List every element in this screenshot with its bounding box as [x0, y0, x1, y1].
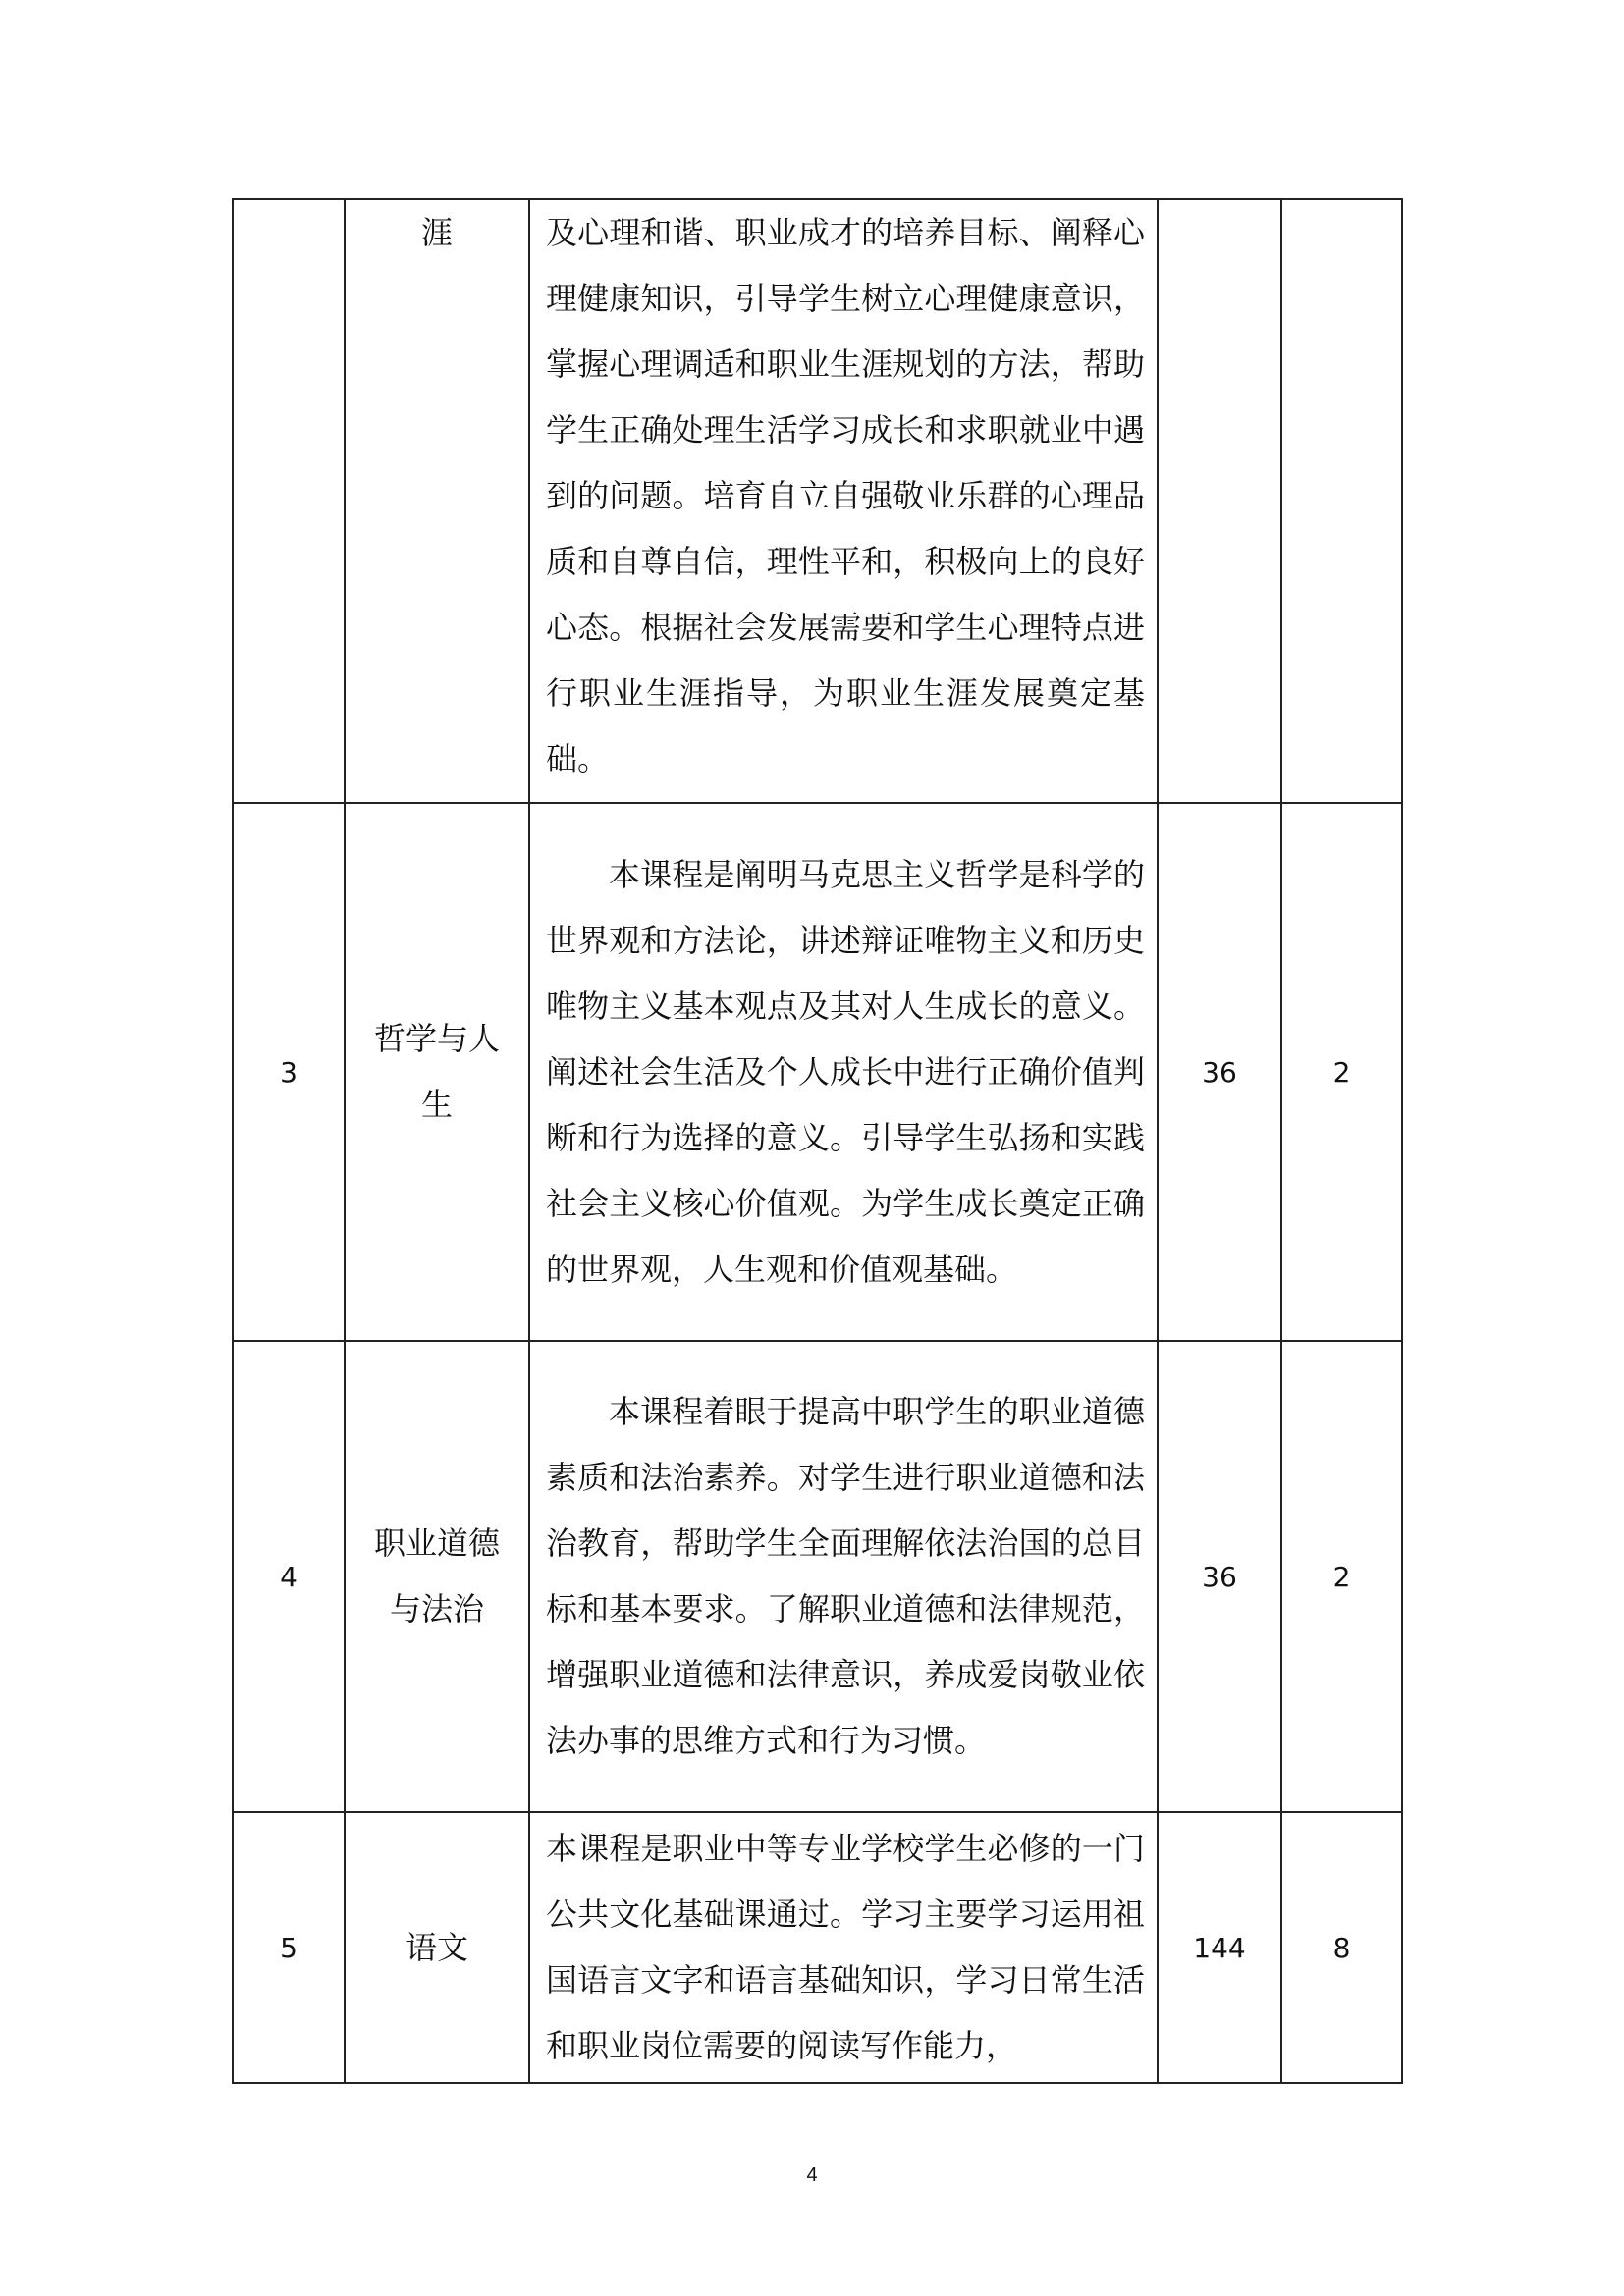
row-index	[233, 199, 345, 803]
course-name: 职业道德与法治	[345, 1341, 529, 1812]
course-credits: 2	[1281, 1341, 1402, 1812]
course-hours: 144	[1158, 1812, 1281, 2083]
course-hours: 36	[1158, 1341, 1281, 1812]
description-text: 本课程是阐明马克思主义哲学是科学的世界观和方法论，讲述辩证唯物主义和历史唯物主义基本观点及其对人生成长的意义。阐述社会生活及个人成长中进行正确价值判断和行为选择的意义。引导学生弘扬和实践社会主义核心价值观。为学生成长奠定正确的世界观，人生观和价值观基础。	[546, 855, 1145, 1288]
course-description	[530, 842, 1157, 1303]
description-text: 及心理和谐、职业成才的培养目标、阐释心理健康知识，引导学生树立心理健康意识，掌握心理调适和职业生涯规划的方法，帮助学生正确处理生活学习成长和求职就业中遇到的问题。培育自立自强敬业乐群的心理品质和自尊自信，理性平和，积极向上的良好心态。根据社会发展需要和学生心理特点进行职业生涯指导，为职业生涯发展奠定基础。	[546, 214, 1145, 777]
course-description	[530, 200, 1157, 792]
description-text: 本课程是职业中等专业学校学生必修的一门公共文化基础课通过。学习主要学习运用祖国语言文字和语言基础知识，学习日常生活和职业岗位需要的阅读写作能力，	[546, 1830, 1145, 2064]
table-row	[233, 803, 1402, 1341]
table-row	[233, 199, 1402, 803]
table-row	[233, 1341, 1402, 1812]
course-credits: 2	[1281, 803, 1402, 1341]
course-name: 语文	[345, 1812, 529, 2083]
course-name: 涯	[345, 199, 529, 803]
course-name: 哲学与人生	[345, 803, 529, 1341]
row-index: 3	[233, 803, 345, 1341]
table-row	[233, 1812, 1402, 2083]
course-credits	[1281, 199, 1402, 803]
course-hours: 36	[1158, 803, 1281, 1341]
page-number: 4	[806, 2164, 818, 2186]
description-text: 本课程着眼于提高中职学生的职业道德素质和法治素养。对学生进行职业道德和法治教育，帮助学生全面理解依法治国的总目标和基本要求。了解职业道德和法律规范，增强职业道德和法律意识，养成爱岗敬业依法办事的思维方式和行为习惯。	[546, 1393, 1145, 1759]
course-credits: 8	[1281, 1812, 1402, 2083]
row-index: 4	[233, 1341, 345, 1812]
course-description	[530, 1379, 1157, 1774]
course-table	[232, 198, 1403, 2084]
course-hours	[1158, 199, 1281, 803]
row-index: 5	[233, 1812, 345, 2083]
course-description	[530, 1816, 1157, 2079]
